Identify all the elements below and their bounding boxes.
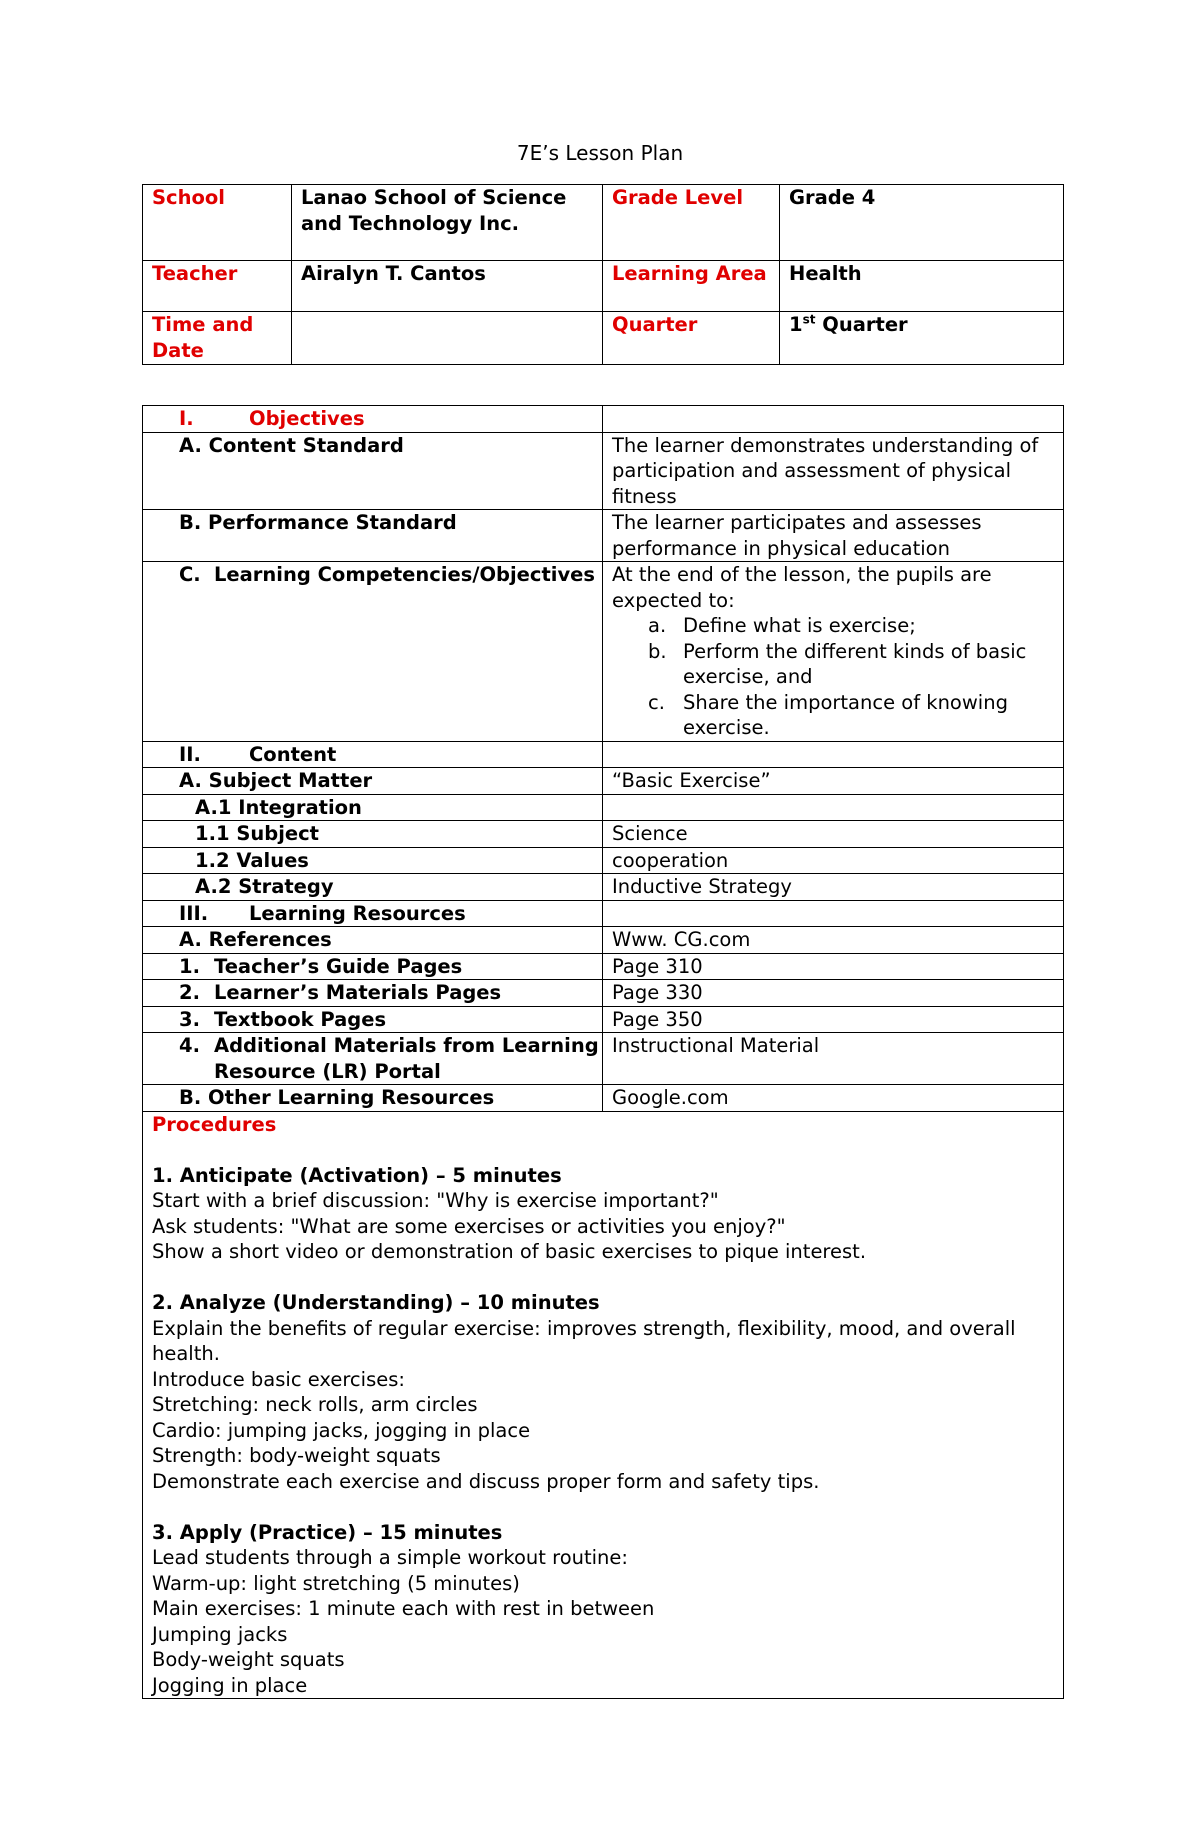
content-standard-value: The learner demonstrates understanding of participation and assessment of physical fitness [603,432,1064,510]
competencies-intro: At the end of the lesson, the pupils are expected to: [612,563,992,612]
list-item: Cardio: jumping jacks, jogging in place [152,1418,531,1442]
competencies-value [603,562,1064,742]
list-item: a. Define what is exercise; [648,614,916,637]
list-item: Show a short video or demonstration of basic exercises to pique interest. [152,1240,867,1263]
subject-row [143,821,1064,848]
subject-matter-label: A. Subject Matter [143,768,603,795]
document-title: 7E’s Lesson Plan [516,141,684,165]
other-resources-row [143,1085,1064,1112]
time-row [143,312,1064,365]
references-label: A. References [143,927,603,954]
competencies-list [612,613,1063,741]
additional-materials-row [143,1033,1064,1085]
strategy-value: Inductive Strategy [603,874,1064,901]
other-resources-value: Google.com [603,1085,1064,1112]
competencies-row [143,562,1064,742]
learning-area-value: Health [780,261,1064,312]
values-row [143,847,1064,874]
list-item: c. Share the importance of knowing exercise. [648,690,1008,739]
performance-standard-label: B. Performance Standard [143,510,603,562]
lesson-table [142,405,1064,1699]
anticipate-title: 1. Anticipate (Activation) – 5 minutes [152,1163,562,1187]
list-item: Explain the benefits of regular exercise: improves strength, flexibility, mood, and overall health. [152,1316,1016,1365]
references-value: Www. CG.com [603,927,1064,954]
subject-matter-row [143,768,1064,795]
subject-matter-value: “Basic Exercise” [603,768,1064,795]
learners-materials-label: 2. Learner’s Materials Pages [143,980,603,1007]
strategy-row [143,874,1064,901]
time-date-value [292,312,603,365]
other-resources-label: B. Other Learning Resources [143,1085,603,1112]
objectives-heading: I. Objectives [143,406,603,433]
list-item: Jogging in place [152,1673,308,1697]
header-info-table [142,184,1064,365]
list-item: Stretching: neck rolls, arm circles [152,1393,478,1416]
content-standard-row [143,432,1064,510]
content-heading-row [143,741,1064,768]
list-item: Jumping jacks [152,1622,288,1646]
textbook-row [143,1006,1064,1033]
content-standard-label: A. Content Standard [143,432,603,510]
objectives-heading-row [143,406,1064,433]
list-item: Ask students: "What are some exercises or activities you enjoy?" [152,1214,786,1238]
list-item: Introduce basic exercises: [152,1367,405,1391]
teachers-guide-label: 1. Teacher’s Guide Pages [143,953,603,980]
school-label: School [143,185,292,261]
subject-label: 1.1 Subject [143,821,603,848]
integration-row [143,794,1064,821]
additional-materials-label: 4. Additional Materials from Learning Resource (LR) Portal [143,1033,603,1085]
procedures-heading: Procedures [152,1112,277,1136]
teachers-guide-row [143,953,1064,980]
learning-area-label: Learning Area [603,261,780,312]
teacher-value: Airalyn T. Cantos [292,261,603,312]
strategy-label: A.2 Strategy [143,874,603,901]
school-value: Lanao School of Science and Technology Inc. [292,185,603,261]
list-item: Start with a brief discussion: "Why is exercise important?" [152,1189,719,1212]
procedures-row [143,1111,1064,1699]
list-item: b. Perform the different kinds of basic exercise, and [648,639,1027,688]
learners-materials-value: Page 330 [603,980,1064,1007]
quarter-label: Quarter [603,312,780,365]
performance-standard-row [143,510,1064,562]
procedures-cell [143,1111,1064,1699]
list-item: Demonstrate each exercise and discuss proper form and safety tips. [152,1469,820,1493]
list-item: Body-weight squats [152,1648,345,1671]
learners-materials-row [143,980,1064,1007]
additional-materials-value: Instructional Material [603,1033,1064,1085]
list-item: Strength: body-weight squats [152,1444,441,1467]
list-item: Warm-up: light stretching (5 minutes) [152,1571,520,1595]
resources-heading-row [143,900,1064,927]
school-row [143,185,1064,261]
values-label: 1.2 Values [143,847,603,874]
teacher-row [143,261,1064,312]
integration-label: A.1 Integration [143,794,603,821]
time-date-label: Time and Date [143,312,292,365]
list-item: Lead students through a simple workout routine: [152,1546,628,1569]
grade-level-value: Grade 4 [780,185,1064,261]
textbook-label: 3. Textbook Pages [143,1006,603,1033]
grade-level-label: Grade Level [603,185,780,261]
apply-title: 3. Apply (Practice) – 15 minutes [152,1520,503,1544]
values-value: cooperation [603,847,1064,874]
competencies-label: C. Learning Competencies/Objectives [143,562,603,742]
references-row [143,927,1064,954]
performance-standard-value: The learner participates and assesses performance in physical education [603,510,1064,562]
quarter-value: 1st Quarter [780,312,1064,365]
list-item: Main exercises: 1 minute each with rest in between [152,1597,655,1620]
content-heading: II. Content [143,741,603,768]
resources-heading: III. Learning Resources [143,900,603,927]
analyze-title: 2. Analyze (Understanding) – 10 minutes [152,1291,600,1314]
textbook-value: Page 350 [603,1006,1064,1033]
teacher-label: Teacher [143,261,292,312]
teachers-guide-value: Page 310 [603,953,1064,980]
subject-value: Science [603,821,1064,848]
